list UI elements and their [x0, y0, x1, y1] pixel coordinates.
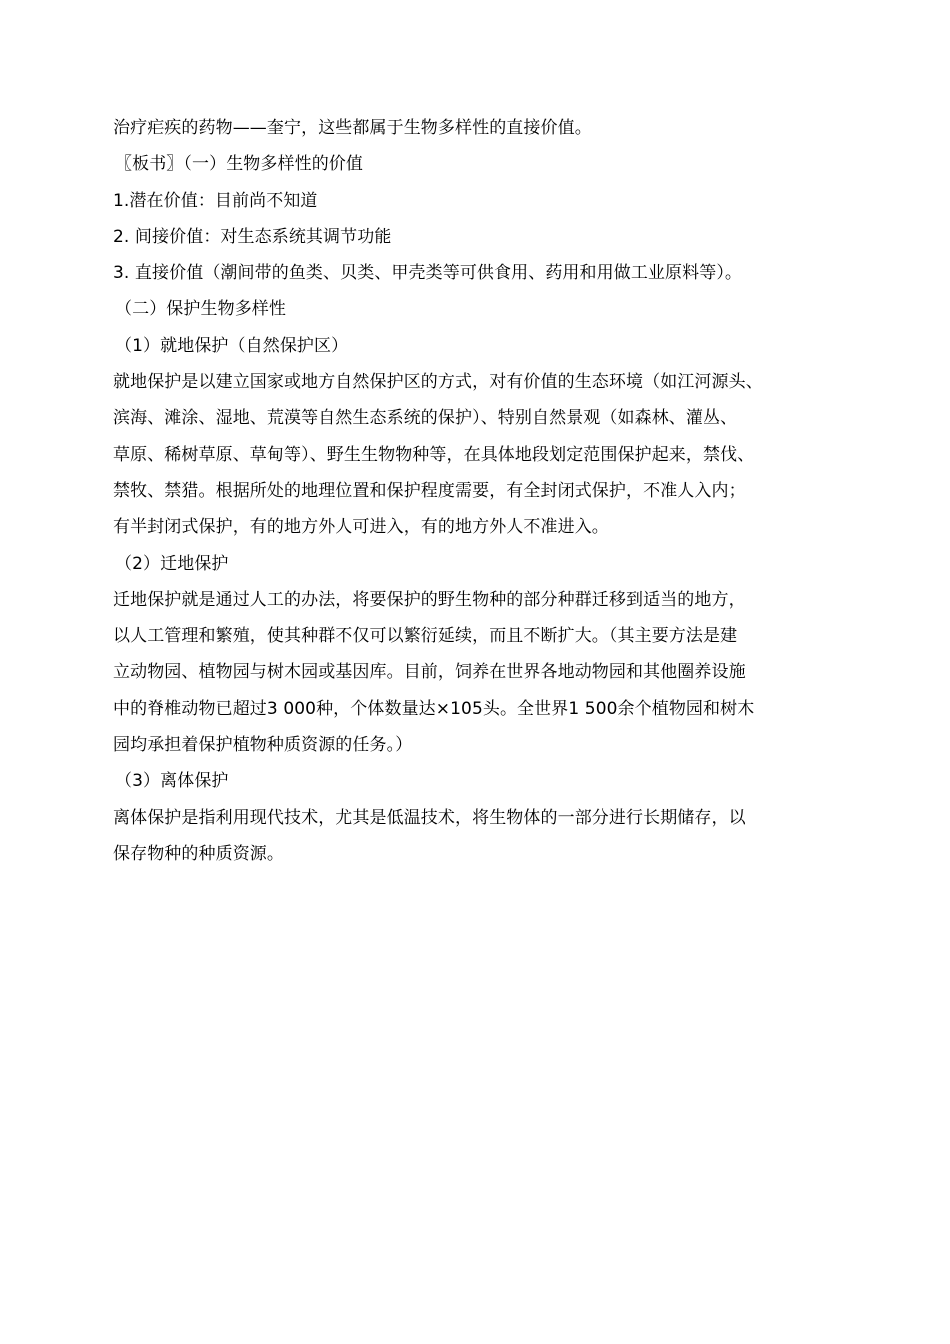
subsection-heading: （2）迁地保护 [115, 553, 229, 574]
list-item: 2. 间接价值：对生态系统其调节功能 [113, 226, 392, 247]
subsection-heading: （1）就地保护（自然保护区） [115, 335, 349, 356]
section-heading: （二）保护生物多样性 [115, 299, 286, 320]
text-line: 立动物园、植物园与树木园或基因库。目前，饲养在世界各地动物园和其他圈养设施 [113, 662, 746, 683]
blackboard-heading: 〖板书〗（一）生物多样性的价值 [115, 154, 363, 175]
text-line: 禁牧、禁猎。根据所处的地理位置和保护程度需要，有全封闭式保护，不准人入内； [113, 480, 746, 501]
text-line: 就地保护是以建立国家或地方自然保护区的方式，对有价值的生态环境（如江河源头、 [113, 372, 763, 393]
list-item: 3. 直接价值（潮间带的鱼类、贝类、甲壳类等可供食用、药用和用做工业原料等）。 [113, 263, 743, 284]
text-line: 草原、稀树草原、草甸等）、野生生物物种等，在具体地段划定范围保护起来，禁伐、 [113, 444, 755, 465]
text-line: 以人工管理和繁殖，使其种群不仅可以繁衍延续，而且不断扩大。（其主要方法是建 [113, 626, 738, 647]
text-line: 治疗疟疾的药物——奎宁，这些都属于生物多样性的直接价值。 [113, 118, 592, 138]
text-line: 离体保护是指利用现代技术，尤其是低温技术，将生物体的一部分进行长期储存，以 [113, 807, 746, 828]
list-item: 1.潜在价值：目前尚不知道 [113, 190, 318, 211]
text-line: 滨海、滩涂、湿地、荒漠等自然生态系统的保护）、特别自然景观（如森林、灌丛、 [113, 408, 738, 429]
text-line: 园均承担着保护植物种质资源的任务。） [113, 735, 413, 756]
subsection-heading: （3）离体保护 [115, 771, 229, 792]
text-line: 迁地保护就是通过人工的办法，将要保护的野生物种的部分种群迁移到适当的地方， [113, 589, 746, 610]
text-line: 中的脊椎动物已超过3 000种，个体数量达×105头。全世界1 500余个植物园和树木 [113, 698, 755, 719]
document-body [113, 110, 843, 872]
text-line: 保存物种的种质资源。 [113, 843, 284, 864]
text-line: 有半封闭式保护，有的地方外人可进入，有的地方外人不准进入。 [113, 517, 609, 538]
